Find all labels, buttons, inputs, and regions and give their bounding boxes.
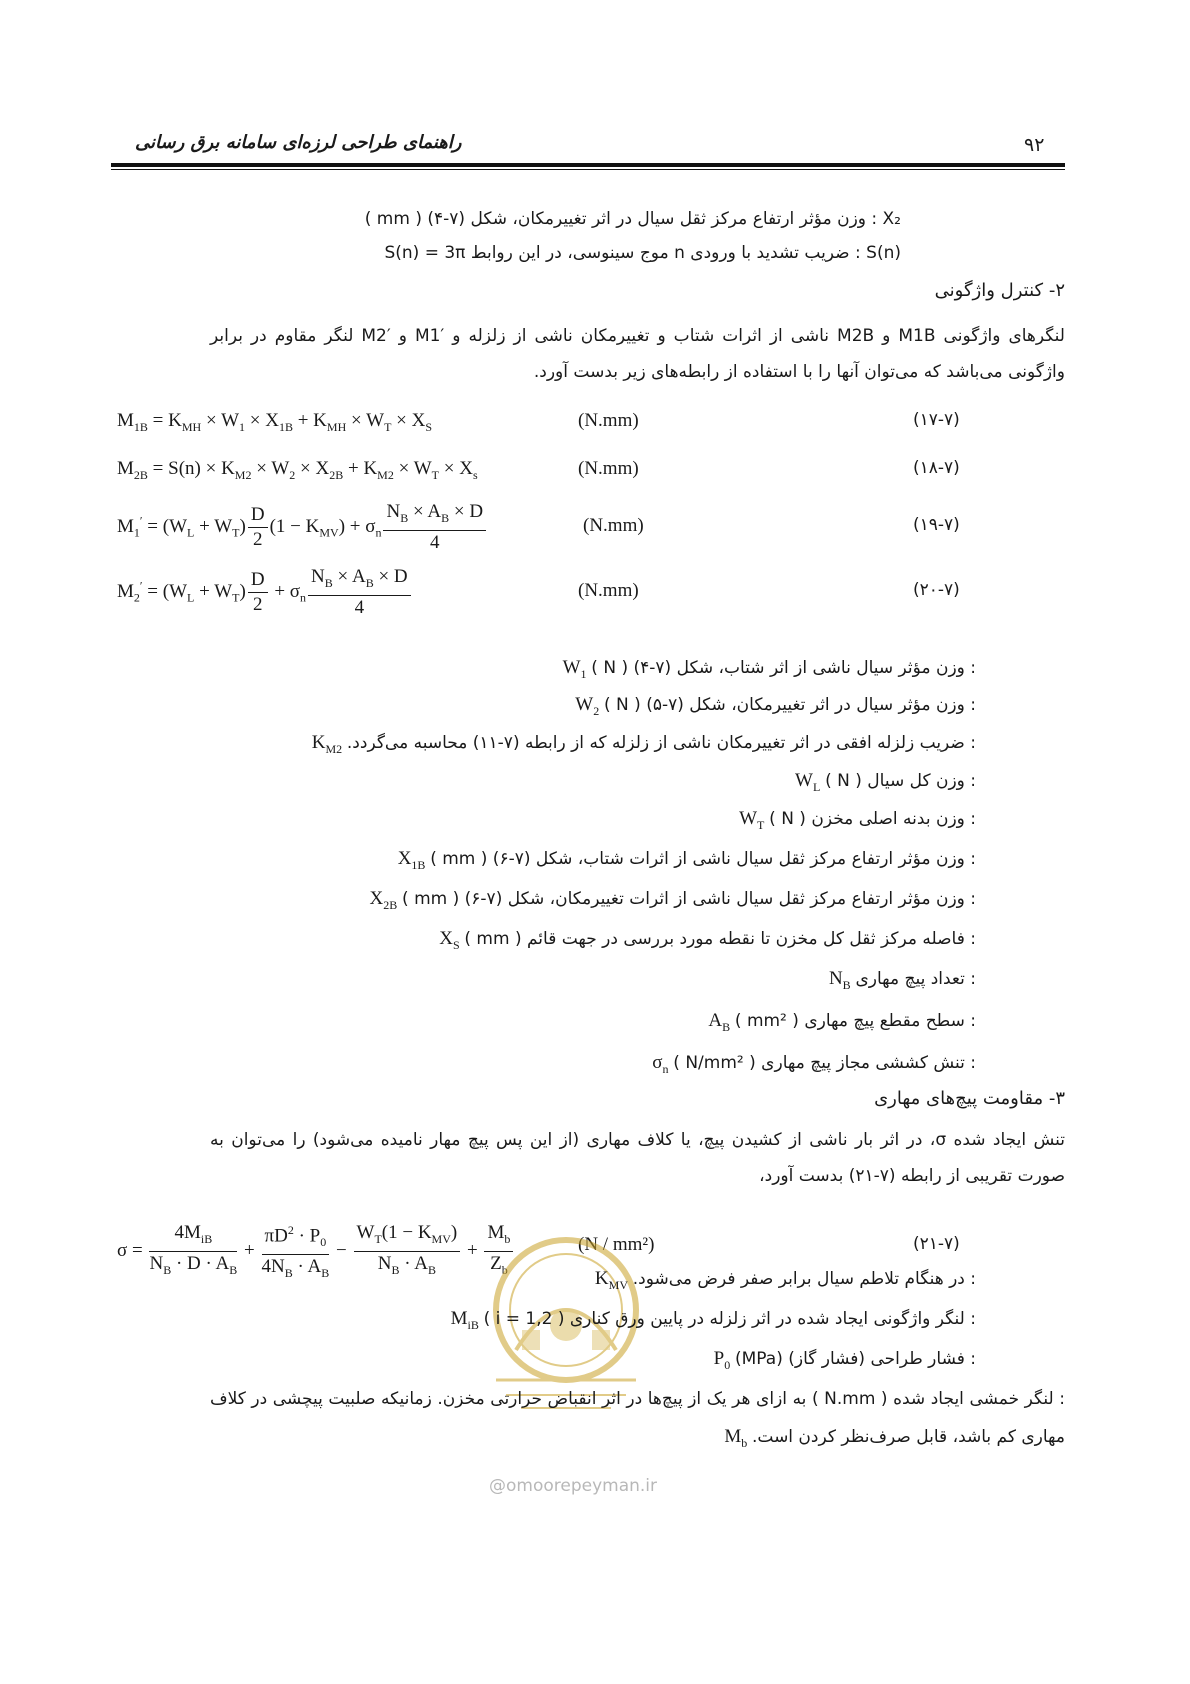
definition-kmv: : در هنگام تلاطم سیال برابر صفر فرض می‌شود. $K_{MV}$ — [594, 1268, 976, 1292]
equation-17: $M_{1B} = K_{MH} \times W_1 \times X_{1B} + K_{MH} \times W_T \times X_S$ — [117, 410, 433, 434]
equation-20-units: (N.mm) — [578, 580, 639, 601]
equation-21-number: (۲۱-۷) — [913, 1234, 960, 1254]
equation-17-units: (N.mm) — [578, 410, 639, 431]
watermark-site: @omoorepeyman.ir — [489, 1476, 658, 1496]
header-rule-thin — [111, 169, 1065, 170]
equation-17-number: (۱۷-۷) — [913, 410, 960, 430]
equation-21-units: (N / mm²) — [578, 1234, 655, 1255]
equation-19-number: (۱۹-۷) — [913, 515, 960, 535]
section2-paragraph: لنگرهای واژگونی M1B و M2B ناشی از اثرات شتاب و تغییرمکان ناشی از زلزله و M1′ و M2′ لنگر مقاوم در برابر واژگونی می‌باشد که می‌توان آنها را با استفاده از رابطه‌های زیر بدست آورد. — [210, 326, 1065, 382]
equation-20-number: (۲۰-۷) — [913, 580, 960, 600]
definition-w1: : وزن مؤثر سیال ناشی از اثر شتاب، شکل (۷-۴) ( N ) $W_1$ — [562, 657, 976, 681]
equation-19: $M_1' = (W_L + W_T)$ $\frac{D}{2}$ $(1 - K_{MV}) + \sigma_n$ $\frac{N_B \times A_B \times D}{4}$ — [117, 500, 488, 555]
equation-19-units: (N.mm) — [583, 515, 644, 536]
equation-21: σ = $\frac{4M_{iB}}{N_B \cdot D \cdot A_B}$ + $\frac{\pi D^2 \cdot P_0}{4N_B \cdot A_B}$ − $\frac{W_T(1 - K_{MV})}{N_B \cdot A_B}$ + $\frac{M_b}{Z_b}$ — [117, 1218, 515, 1285]
definition-wt: : وزن بدنه اصلی مخزن ( N ) $W_T$ — [739, 808, 976, 832]
equation-18-number: (۱۸-۷) — [913, 458, 960, 478]
definition-xs: : فاصله مرکز ثقل کل مخزن تا نقطه مورد بررسی در جهت قائم ( mm ) $X_S$ — [439, 928, 976, 952]
equation-18-units: (N.mm) — [578, 458, 639, 479]
section3-paragraph: تنش ایجاد شده σ، در اثر بار ناشی از کشیدن پیچ، یا کلاف مهاری (از این پس پیچ مهار نامیده می‌شود) را می‌توان به صورت تقریبی از رابطه (۷-۲۱) بدست آورد، — [210, 1130, 1066, 1186]
definition-mb: : لنگر خمشی ایجاد شده ( N.mm ) به ازای هر یک از پیچ‌ها در اثر انقباض حرارتی مخزن. زمانیکه صلبیت پیچشی در کلاف مهاری کم باشد، قابل صرف‌نظر کردن است. $M_b$ — [210, 1389, 1065, 1450]
definition-nb: : تعداد پیچ مهاری $N_B$ — [828, 968, 976, 992]
definition-p0: : فشار طراحی (فشار گاز) (MPa) $P_0$ — [713, 1348, 976, 1372]
header-rule-thick — [111, 163, 1065, 167]
page-number: ۹۲ — [1024, 134, 1045, 156]
section-heading-overturning: ۲- کنترل واژگونی — [934, 280, 1065, 301]
definition-mib: : لنگر واژگونی ایجاد شده در اثر زلزله در پایین ورق کناری ( i = 1,2 ) $M_{iB}$ — [450, 1308, 976, 1332]
definition-x2: X₂ : وزن مؤثر ارتفاع مرکز ثقل سیال در اثر تغییرمکان، شکل (۷-۴) ( mm ) — [364, 209, 901, 229]
definition-w2: : وزن مؤثر سیال در اثر تغییرمکان، شکل (۷-۵) ( N ) $W_2$ — [575, 694, 976, 718]
definition-ab: : سطح مقطع پیچ مهاری ( mm² ) $A_B$ — [708, 1010, 976, 1034]
definition-x2b: : وزن مؤثر ارتفاع مرکز ثقل سیال ناشی از اثرات تغییرمکان، شکل (۷-۶) ( mm ) $X_{2B}$ — [369, 888, 976, 912]
equation-20: $M_2' = (W_L + W_T)$ $\frac{D}{2}$ + $\sigma_n$ $\frac{N_B \times A_B \times D}{4}$ — [117, 565, 413, 620]
section-heading-anchor-bolts: ۳- مقاومت پیچ‌های مهاری — [874, 1088, 1065, 1109]
equation-18: $M_{2B} = S(n) \times K_{M2} \times W_2 \times X_{2B} + K_{M2} \times W_T \times X_s$ — [117, 458, 478, 482]
definition-sn: S(n) : ضریب تشدید با ورودی n موج سینوسی، در این روابط S(n) = 3π — [384, 243, 901, 263]
definition-x1b: : وزن مؤثر ارتفاع مرکز ثقل سیال ناشی از اثرات شتاب، شکل (۷-۶) ( mm ) $X_{1B}$ — [397, 848, 976, 872]
definition-sigma-n: : تنش کششی مجاز پیچ مهاری ( N/mm² ) $\sigma_n$ — [652, 1052, 976, 1076]
running-title: راهنمای طراحی لرزه‌ای سامانه برق رسانی — [135, 132, 462, 153]
definition-wl: : وزن کل سیال ( N ) $W_L$ — [795, 770, 976, 794]
definition-km2: : ضریب زلزله افقی در اثر تغییرمکان ناشی از زلزله که از رابطه (۷-۱۱) محاسبه می‌گردد. $K_{M2}$ — [311, 732, 976, 756]
